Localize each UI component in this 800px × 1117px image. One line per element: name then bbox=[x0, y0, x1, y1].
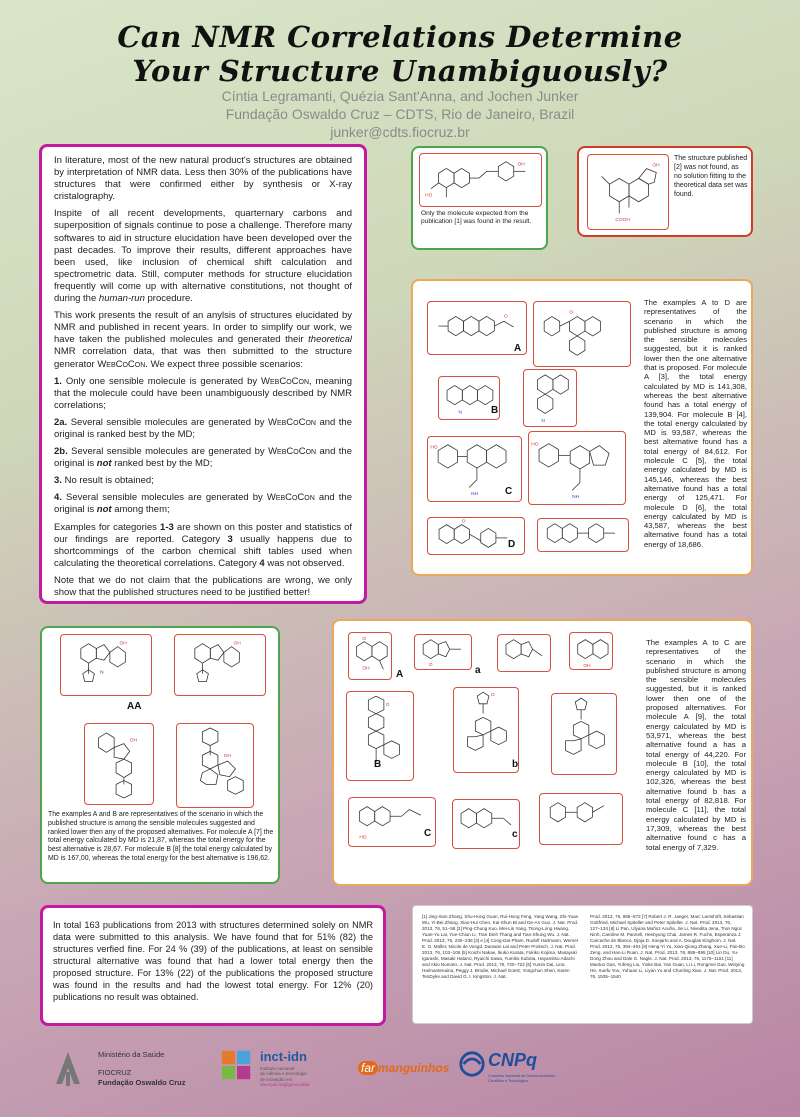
molecule-a-alternative bbox=[533, 301, 631, 367]
farmanguinhos-label: far manguinhos bbox=[358, 1061, 449, 1075]
svg-text:COOH: COOH bbox=[615, 218, 630, 224]
molecule-label: b bbox=[512, 759, 519, 770]
svg-text:N: N bbox=[458, 410, 462, 416]
svg-text:HO: HO bbox=[430, 445, 438, 451]
poster-title-line2: Your Structure Unambiguously? bbox=[132, 54, 668, 88]
molecule-structure bbox=[419, 153, 542, 207]
poster-title-line1: Can NMR Correlations Determine bbox=[117, 20, 683, 54]
molecule-a-candidate bbox=[497, 634, 551, 672]
ministry-label: Ministério da Saúde bbox=[98, 1050, 165, 1059]
molecule-b-alternative bbox=[523, 369, 577, 427]
molecule-label: D bbox=[508, 539, 516, 550]
summary-text: In total 163 publications from 2013 with structures determined solely on NMR data were submitted to this analysis. We have found that for 51% (82) the structures verfied fine. For 24 % (39) of the publications, at least on sensible structural alternative was found that had a lower total energy then the proposed structure. For 13% (22) of the publications the proposed structure was found in the results and had the lowest total energy. For 12% (20) publications no result was obtained. bbox=[53, 920, 373, 1002]
molecule-label: a bbox=[475, 665, 481, 676]
molecule-b-alternative bbox=[176, 723, 254, 808]
category2b-panel-top bbox=[411, 279, 753, 576]
cnpq-title: CNPq bbox=[488, 1050, 537, 1070]
molecule-b bbox=[84, 723, 154, 805]
intro-paragraph: Examples for categories 1-3 are shown on this poster and statistics of our findings are reported. Category 3 usually happens due to shortcommings of the carbon chemical shift tables used when calculating the theoretical correlations. Category 4 was not observed. bbox=[54, 521, 353, 569]
fiocruz-logo bbox=[48, 1042, 213, 1097]
category3-panel bbox=[577, 146, 753, 237]
molecule-a-alternative bbox=[414, 634, 472, 670]
molecule-c bbox=[348, 797, 436, 847]
molecule-label: B bbox=[491, 405, 499, 416]
svg-text:OH: OH bbox=[119, 641, 127, 647]
molecule-label: B bbox=[374, 759, 382, 770]
svg-text:OH: OH bbox=[233, 641, 241, 647]
inct-emblem-icon bbox=[220, 1049, 254, 1083]
molecule-b-candidate bbox=[551, 693, 617, 775]
svg-text:O: O bbox=[461, 519, 466, 525]
molecule-label: C bbox=[424, 828, 432, 839]
scenario-2a: 2a. Several sensible molecules are generated by WebCoCon and the original is ranked best by the MD; bbox=[54, 416, 352, 440]
molecule-aa-alternative bbox=[174, 634, 266, 696]
fiocruz-label: FIOCRUZ bbox=[98, 1068, 132, 1077]
svg-text:O: O bbox=[385, 702, 390, 708]
molecule-c-alternative bbox=[452, 799, 520, 849]
molecule-a bbox=[427, 301, 527, 355]
references-panel bbox=[412, 905, 753, 1024]
svg-text:OH: OH bbox=[583, 664, 591, 669]
category2a-panel bbox=[40, 626, 280, 884]
inct-subtitle: Instituto nacional de ciência e tecnologia de inovação em doenças negligenciadas bbox=[260, 1066, 310, 1088]
inct-idn-logo bbox=[218, 1045, 343, 1095]
svg-text:N: N bbox=[100, 670, 104, 676]
svg-text:OH: OH bbox=[223, 754, 232, 760]
scenario-3: 3. No result is obtained; bbox=[54, 475, 154, 487]
references-column-1: [1] Jing-Xian Zhang, Shu-Hong Guan, Rui-Hong Feng, Yang Wang, Zhi-Yuan Wu, Yi-Bei Zhang, Xiao-Hui Chen, Kai-Shun Bi and De-An Guo. J. Nat. Prod. 2013, 76, 51−58 [2] Ping-Chung Kuo, Mei-Lin Yang, Tsong-Long Hwang, Yuan-Yu Lai, Yue-Chiun Li, Tran Dinh Thang and Tian-Shung Wu. J. Nat. Prod. 2013, 76, 230−236 [3] e [4] Cong-Dat Pham, Rudolf Hartmann, Werner E. G. Müller, Nicole de Voogd, Daowan Lai and Peter Proksch. J. Nat. Prod. 2013, 76, 103−106 [5] Koichi Nakae, Ikuko Kurata, Fukiko Kojima, Masayuki Igarashi, Masaki Hatano, Ryuichi Sawa, Yumiko Kubota, Hayamitsu Adachi and Akio Nomoto. J. Nat. Prod. 2013, 76, 720−722 [6] Yumin Dai, Lina Harinantenaina, Peggy J. Brodie, Michael Goetz, Yongchun Shen, Karen TenDyke and David G. I. Kingston. J. Nat. bbox=[422, 914, 579, 979]
svg-text:NH: NH bbox=[471, 492, 479, 498]
molecule-c-candidate bbox=[539, 793, 623, 845]
category2b-panel-bottom bbox=[332, 619, 753, 886]
affiliation: Fundação Oswaldo Cruz – CDTS, Rio de Janeiro, Brazil bbox=[225, 106, 575, 122]
svg-text:O: O bbox=[569, 310, 574, 316]
molecule-a-candidate bbox=[569, 632, 613, 670]
authors: Cíntia Legramanti, Quézia Sant'Anna, and Jochen Junker bbox=[221, 88, 579, 104]
svg-text:OH: OH bbox=[652, 163, 660, 169]
intro-paragraph: In literature, most of the new natural product's structures are obtained by interpretation of NMR data. Less then 30% of the publications have structures that were confirmed either by synthesis or X-ray cristalography. bbox=[54, 155, 352, 203]
intro-text bbox=[54, 155, 352, 599]
inct-title: inct-idn bbox=[260, 1049, 307, 1064]
category1-caption: Only the molecule expected from the publication [1] was found in the result. bbox=[421, 210, 532, 226]
molecule-d-alternative bbox=[537, 518, 629, 552]
scenario-1: 1. Only one sensible molecule is generated by WebCoCon, meaning that the molecule could have been unambiguously described by NMR correlations; bbox=[54, 375, 352, 411]
farmanguinhos-logo bbox=[358, 1058, 448, 1082]
svg-text:OH: OH bbox=[517, 162, 525, 168]
category3-caption: The structure published [2] was not found, as no solution fitting to the theoretical data set was found. bbox=[674, 155, 748, 198]
category2b-top-description: The examples A to D are representatives of the scenario in which the published structure is among the sensible molecules suggested, but it is ranked lower then the one alternative that is proposed. For molecule A [3], the total energy calculated by MD is 141,308, whereas the best alternative found has a total energy of 139,904. For molecule B [4], the total energy calculated by MD is 93,587, whereas the best alternative found has a total energy of 84,612. For molecule C [5], the total energy calculated by MD is 145,146, whereas the best alternative found has a total energy of 125,471. For molecule D [6], the total energy calculated by MD is 43,587, whereas the best alternative found has a total energy of 18,686. bbox=[644, 298, 747, 549]
svg-text:N: N bbox=[541, 419, 545, 425]
svg-text:NH: NH bbox=[572, 495, 580, 501]
cnpq-logo bbox=[458, 1046, 558, 1096]
molecule-aa bbox=[60, 634, 152, 696]
fundacao-label: Fundação Oswaldo Cruz bbox=[98, 1078, 186, 1087]
molecule-label: A bbox=[514, 343, 522, 354]
fiocruz-emblem-icon bbox=[48, 1042, 88, 1092]
molecule-label: A bbox=[396, 669, 404, 680]
molecule-structure bbox=[587, 154, 669, 230]
category2a-description: The examples A and B are representatives of the scenario in which the published structure is among the sensible molecules suggested and ranked lower then any of the proposed alternatives. For molecule A [7] the total energy calculated by MD is 21,87, whereas the total energy for the best alternative is 28,67. For molecule B [8] the total energy calculated by MD is 167,00, whereas the total energy for the best alternative is 196,62. bbox=[48, 811, 274, 862]
intro-paragraph: Inspite of all recent developments, quarternary carbons and superposition of signals continue to pose a challenge. Therefore many softwares to aid in structure elucidation have been developed over the past decades. To improve their results, different approaches have been used, like inclusion of chemical shift calculation and spectrometric data. Still, computer methods for structure elucidation frequently will come up with alternative constitutions, not thought of during the human-run procedure. bbox=[54, 208, 352, 305]
molecule-label: C bbox=[505, 486, 513, 497]
cnpq-emblem-icon bbox=[458, 1050, 486, 1078]
references-column-2: Prod. 2013, 76, 865−872 [7] Robert J. R. Jaeger, Marc Lamshöft, Sebastian Gottfried, Michael Spiteller and Peter Spiteller. J. Nat. Prod. 2013, 76, 127−134 [8] Li Pan, Ulyana Muñoz Acuña, Jie Li, Nivedita Jena, Tran Ngoc Ninh, Caroline M. Pannell, Heebyung Chai, James R. Fuchs, Esperanza J. Carcache de Blanco, Djaja D. Soejarto and A. Douglas Kinghorn. J. Nat. Prod. 2013, 76, 394−404 [9] Heng-Yi Yu, Xiao-Qiong Zhang, Xue-Li, Fan-Bo Zeng, and Han-Li Ruan. J. Nat. Prod. 2013, 76, 889−895 [10] Lin Du, Yu-Dong Zhou and Dale G. Nagle. J. Nat. Prod. 2013, 76, 1175−1181 [11] Maoluo Gan, Yufeng Liu, Yinke Bai, Yan Guan, Li Li, Rongmei Gao, Weiying He, Xuefu You, Yuhuan Li, Liyan Yu and Chunling Xiao. J. Nat. Prod. 2013, 76, 1535−1540 bbox=[590, 914, 745, 979]
svg-text:O: O bbox=[503, 314, 508, 320]
molecule-a bbox=[348, 632, 392, 680]
molecule-b-alternative bbox=[453, 687, 519, 773]
svg-text:O: O bbox=[362, 636, 367, 642]
svg-text:HO: HO bbox=[425, 193, 433, 199]
molecule-label: c bbox=[512, 829, 518, 840]
intro-paragraph: This work presents the result of an anylsis of structures elucidated by NMR and published in recent years. In order to simplify our work, we have taken the published molecules and generated their theoretical NMR correlation data, that was then submitted to the structure generator WebCoCon. We expect three possible scenarios: bbox=[54, 310, 352, 370]
svg-text:O: O bbox=[428, 663, 433, 669]
svg-text:HO: HO bbox=[359, 835, 367, 841]
svg-text:HO: HO bbox=[531, 442, 539, 448]
summary-panel bbox=[40, 905, 386, 1026]
molecule-label: AA bbox=[127, 701, 142, 712]
intro-panel bbox=[39, 144, 367, 604]
scenario-4: 4. Several sensible molecules are generated by WebCoCon and the original is not among them; bbox=[54, 492, 352, 516]
email: junker@cdts.fiocruz.br bbox=[330, 124, 470, 140]
category2b-bottom-description: The examples A to C are representatives of the scenario in which the published structure is among the sensible molecules suggested, but it is ranked lower then one of the proposed alternatives. For molecule A [9], the total energy calculated by MD is 53,971, whereas the best alternative found a has a total energy of 44,220. For molecule B [10], the total energy calculated by MD is 102,326, whereas the best alternative found b has a total energy of 82,818. For molecule C [11], the total energy calculated by MD is 17,309, whereas the best alternative found c has a total energy of 7,329. bbox=[646, 638, 746, 852]
cnpq-subtitle: Conselho Nacional de Desenvolvimento Científico e Tecnológico bbox=[488, 1074, 556, 1083]
category1-panel bbox=[411, 146, 548, 250]
svg-text:OH: OH bbox=[362, 666, 370, 672]
molecule-c-alternative bbox=[528, 431, 626, 505]
svg-text:O: O bbox=[490, 693, 495, 699]
intro-paragraph: Note that we do not claim that the publications are wrong, we only show that the published structures need to be justified better! bbox=[54, 574, 352, 598]
scenario-2b: 2b. Several sensible molecules are generated by WebCoCon and the original is not ranked best by the MD; bbox=[54, 446, 352, 470]
svg-text:OH: OH bbox=[129, 738, 137, 744]
